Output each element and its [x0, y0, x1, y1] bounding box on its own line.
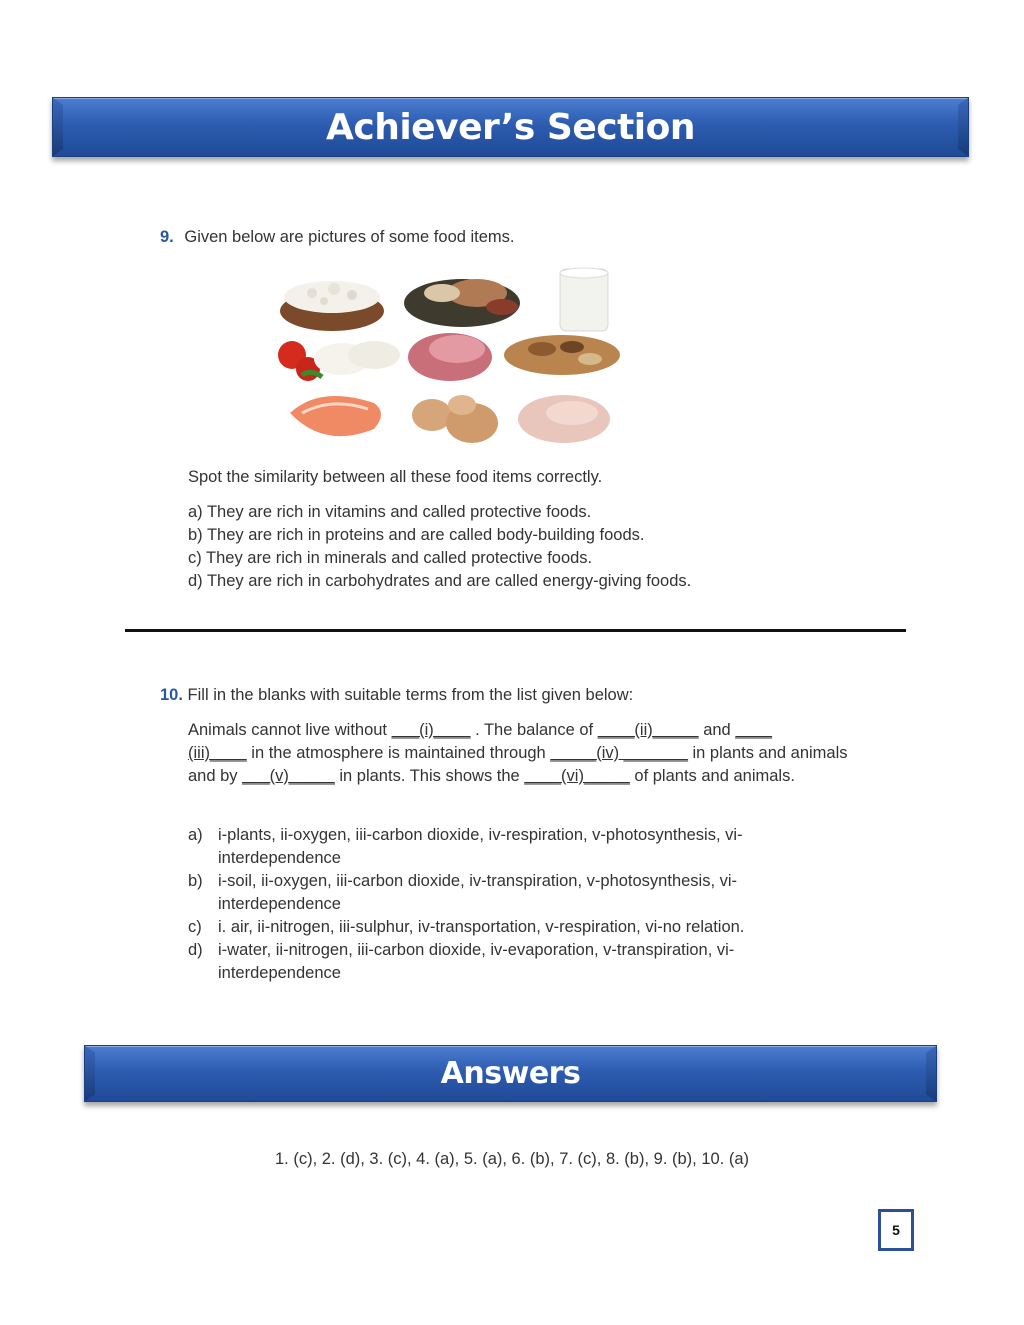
option-a-text: i-plants, ii-oxygen, iii-carbon dioxide, iv-respiration, v-photosynthesis, vi-	[218, 826, 743, 844]
option-c-label: c)	[188, 918, 202, 936]
option-a-text-cont: interdependence	[218, 849, 341, 867]
question-text: Given below are pictures of some food items.	[184, 228, 515, 246]
option-b-text-cont: interdependence	[218, 895, 341, 913]
blank-iv: _____(iv) _______	[550, 744, 688, 762]
beans-picture	[404, 279, 520, 327]
chicken-picture	[518, 395, 610, 443]
passage-text: . The balance of	[470, 721, 598, 739]
passage-text: in plants and animals and by	[188, 744, 848, 785]
section-title: Achiever’s Section	[326, 106, 695, 148]
meat-picture	[408, 333, 492, 381]
salmon-picture	[290, 396, 381, 436]
question-number: 10.	[160, 686, 183, 704]
blank-ii: ____(ii)_____	[597, 721, 699, 739]
question-10-options	[188, 824, 888, 985]
option-d[interactable]	[218, 939, 888, 985]
question-10-prompt	[160, 684, 633, 707]
option-c[interactable]: c) They are rich in minerals and called protective foods.	[188, 549, 593, 567]
option-d[interactable]: d) They are rich in carbohydrates and are called energy-giving foods.	[188, 572, 692, 590]
blank-iii: (iii)____	[188, 744, 247, 762]
nuts-picture	[504, 335, 620, 375]
option-c-text: i. air, ii-nitrogen, iii-sulphur, iv-transportation, v-respiration, vi-no relation.	[218, 918, 745, 936]
paneer-bowl-picture	[280, 281, 384, 331]
option-b[interactable]	[218, 870, 888, 916]
blank-i: ___(i)____	[391, 721, 471, 739]
option-c[interactable]	[218, 916, 888, 939]
eggs-picture	[412, 395, 498, 443]
passage-text: of plants and animals.	[629, 767, 795, 785]
passage-text: Animals cannot live without	[188, 721, 392, 739]
answers-text: 1. (c), 2. (d), 3. (c), 4. (a), 5. (a), 6. (b), 7. (c), 8. (b), 9. (b), 10. (a)	[274, 1150, 750, 1168]
option-d-label: d)	[188, 941, 203, 959]
passage-text: in plants. This shows the	[334, 767, 525, 785]
answers-banner	[84, 1045, 937, 1102]
milk-glass-picture	[560, 268, 608, 331]
passage-text: in the atmosphere is maintained through	[246, 744, 551, 762]
question-9-instruction: Spot the similarity between all these food items correctly.	[188, 468, 603, 486]
question-number: 9.	[160, 228, 174, 246]
question-text: Fill in the blanks with suitable terms from the list given below:	[187, 686, 634, 704]
option-b-text: i-soil, ii-oxygen, iii-carbon dioxide, iv-transpiration, v-photosynthesis, vi-	[218, 872, 738, 890]
page-number: 5	[878, 1209, 914, 1251]
blank-v: ___(v)_____	[242, 767, 335, 785]
option-a[interactable]	[218, 824, 888, 870]
option-b[interactable]: b) They are rich in proteins and are called body-building foods.	[188, 526, 645, 544]
option-d-text-cont: interdependence	[218, 964, 341, 982]
divider	[125, 629, 906, 632]
question-9-prompt	[160, 226, 515, 249]
option-a-label: a)	[188, 826, 203, 844]
blank-iii-lead: ____	[735, 721, 773, 739]
option-b-label: b)	[188, 872, 203, 890]
option-a[interactable]: a) They are rich in vitamins and called protective foods.	[188, 503, 592, 521]
blank-vi: ____(vi)_____	[524, 767, 630, 785]
answers-title: Answers	[440, 1056, 581, 1091]
option-d-text: i-water, ii-nitrogen, iii-carbon dioxide, iv-evaporation, v-transpiration, vi-	[218, 941, 735, 959]
question-9-options	[188, 501, 691, 593]
question-10-passage	[188, 719, 878, 788]
passage-text: and	[698, 721, 736, 739]
section-header-banner	[52, 97, 969, 157]
tomato-cheese-picture	[278, 341, 400, 381]
food-items-image	[272, 263, 628, 451]
